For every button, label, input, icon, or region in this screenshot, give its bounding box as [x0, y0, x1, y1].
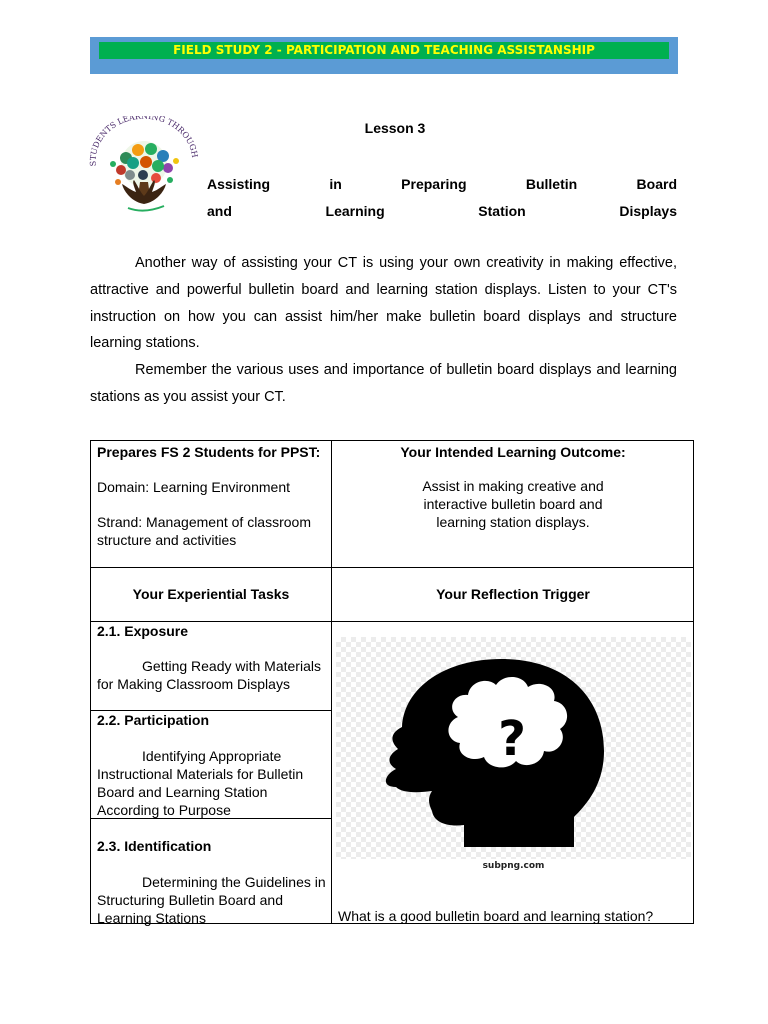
- task-text: Getting Ready with Materials for Making Classroom Displays: [97, 658, 321, 692]
- banner-title: FIELD STUDY 2 - PARTICIPATION AND TEACHING ASSISTANSHIP: [99, 42, 669, 59]
- task-text: Determining the Guidelines in Structuring Bulletin Board and Learning Stations: [97, 874, 326, 926]
- header-banner: [90, 37, 678, 74]
- outcome-text: Assist in making creative and interactive bulletin board and learning station displays.: [422, 478, 604, 530]
- title-word: and: [207, 203, 232, 219]
- intro-paragraph-2: Remember the various uses and importance of bulletin board displays and learning stations as you assist your CT.: [90, 362, 677, 405]
- lesson-table: [90, 440, 694, 924]
- intro-text: [90, 250, 677, 411]
- title-word: in: [329, 176, 342, 192]
- reflection-image: [336, 637, 691, 859]
- task-title: 2.2. Participation: [97, 712, 210, 728]
- svg-text:?: ?: [498, 711, 526, 767]
- task-text: Identifying Appropriate Instructional Materials for Bulletin Board and Learning Station According to Purpose: [97, 748, 304, 818]
- task-title: 2.1. Exposure: [97, 623, 189, 639]
- task-title: 2.3. Identification: [97, 838, 212, 854]
- lesson-title: [207, 171, 677, 225]
- outcome-title: Your Intended Learning Outcome:: [400, 444, 626, 460]
- title-word: Assisting: [207, 176, 271, 192]
- trigger-header: Your Reflection Trigger: [436, 586, 590, 602]
- ppst-cell: [97, 443, 327, 549]
- domain-text: Domain: Learning Environment: [97, 479, 290, 495]
- title-word: Preparing: [401, 176, 467, 192]
- reflection-question: What is a good bulletin board and learning station?: [338, 908, 654, 924]
- title-word: Station: [478, 203, 526, 219]
- task-participation: [97, 711, 327, 819]
- title-word: Learning: [325, 203, 385, 219]
- title-word: Displays: [619, 203, 677, 219]
- image-caption: subpng.com: [482, 861, 545, 871]
- outcome-cell: [332, 443, 694, 531]
- task-exposure: [97, 622, 327, 693]
- row-divider: [91, 567, 694, 568]
- task-identification: [97, 837, 327, 927]
- title-line-2: [207, 198, 677, 225]
- tasks-header: Your Experiential Tasks: [132, 586, 290, 602]
- tree-hands-logo: [88, 116, 200, 220]
- ppst-title: Prepares FS 2 Students for PPST:: [97, 444, 321, 460]
- title-word: Bulletin: [525, 176, 578, 192]
- head-question-mark-icon: [336, 637, 691, 859]
- title-line-1: [207, 171, 677, 198]
- strand-text: Strand: Management of classroom structure and activities: [97, 514, 311, 548]
- intro-paragraph-1: Another way of assisting your CT is using your own creativity in making effective, attractive and powerful bulletin board and learning station displays. Listen to your CT's instruction on how you can assist him/her make bulletin board displays and structure learning stations.: [90, 255, 677, 352]
- title-word: Board: [636, 176, 677, 192]
- logo-arc-text: STUDENTS LEARNING THROUGH: [88, 116, 200, 167]
- lesson-number: Lesson 3: [364, 120, 426, 136]
